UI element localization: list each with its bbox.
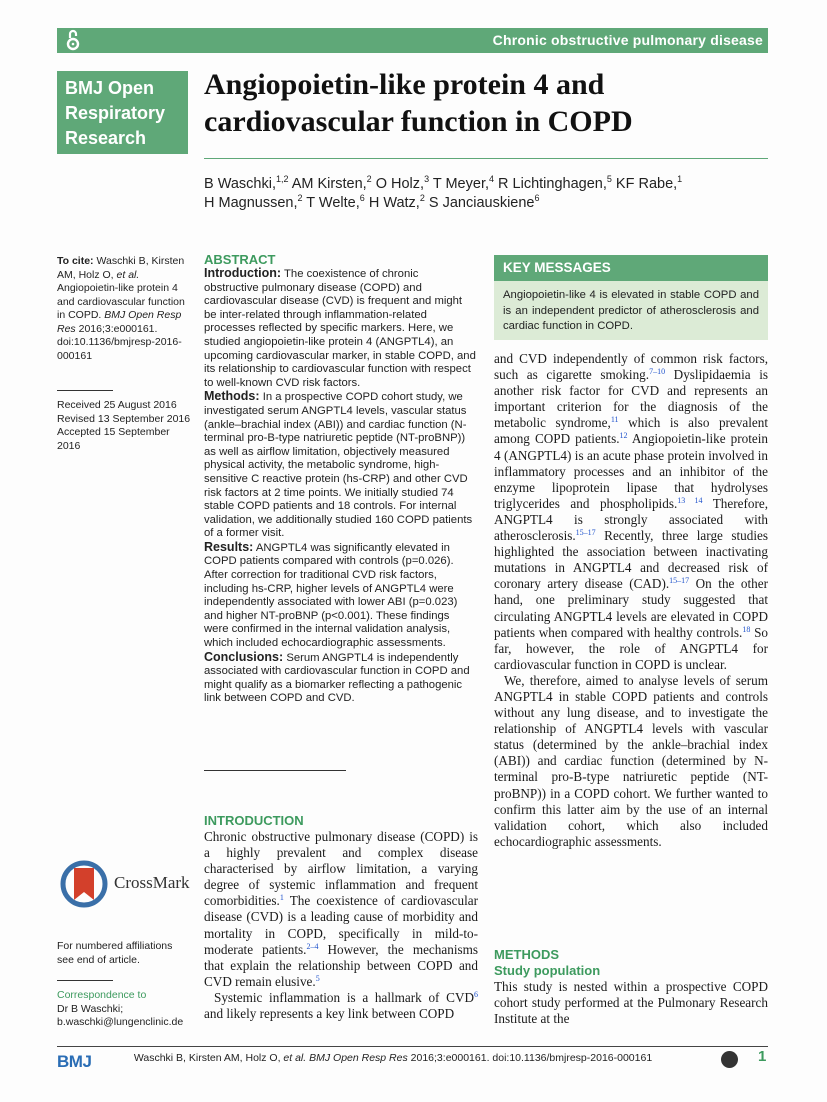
affiliation-ref: 6	[359, 193, 365, 203]
text: et al.	[283, 1052, 307, 1064]
divider	[57, 980, 113, 981]
key-messages-text: Angiopoietin-like 4 is elevated in stable COPD and is an independent predictor of atherosclerosis and cardiac function in COPD.	[503, 289, 759, 332]
brand-line: Respiratory	[65, 103, 166, 123]
abstract-results	[204, 541, 476, 651]
author-name[interactable]: AM Kirsten,	[291, 176, 367, 192]
abstract	[204, 252, 476, 706]
text: In a prospective COPD cohort study, we investigated serum ANGPTL4 levels, vascular status (ankle–brachial index (ABI)) and cardiac function (N-terminal pro-B-type natriuretic peptide (NT-proBNP)) as well as airflow limitation, objectively measured physical activity, the metabolic syndrome, high-sensitive C reactive protein (hs-CRP) and other CVD risk factors at 2 time points. We initially studied 74 stable COPD patients and 18 controls. For internal validation, we additionally studied 160 COPD patients of a former visit.	[204, 391, 473, 540]
correspondence-label: Correspondence to	[57, 989, 147, 1001]
cite-text: Waschki B, Kirsten AM, Holz O,	[57, 255, 185, 281]
abstract-conclusions	[204, 651, 476, 706]
crossmark-icon	[60, 860, 108, 908]
text: Chronic obstructive pulmonary disease (COPD) is a highly prevalent and complex disease characterised by airflow limitation, a varying degree of systemic inflammation and frequent comorbidities.	[204, 829, 478, 909]
divider	[57, 390, 113, 391]
reference-link[interactable]: 15–17	[669, 576, 690, 586]
reference-link[interactable]: 1	[279, 893, 284, 903]
affiliation-ref: 1	[677, 174, 683, 184]
affiliation-ref: 2	[297, 193, 303, 203]
label: Conclusions:	[204, 649, 284, 664]
affiliations-text: For numbered affiliations see end of article.	[57, 940, 173, 966]
abstract-divider	[204, 770, 346, 771]
paragraph	[204, 829, 478, 990]
abstract-methods	[204, 390, 476, 541]
paragraph	[204, 990, 478, 1022]
affiliation-ref: 2	[366, 174, 372, 184]
author-name[interactable]: B Waschki,	[204, 176, 276, 192]
text: Waschki B, Kirsten AM, Holz O,	[133, 1052, 281, 1064]
footer-citation	[123, 1052, 663, 1064]
label: Introduction:	[204, 266, 282, 280]
methods-section	[494, 947, 768, 1027]
brand-line: Research	[65, 128, 147, 148]
title-line: cardiovascular function in COPD	[204, 105, 633, 138]
text: However, the mechanisms that explain the relationship between COPD and CVD remain elusive.	[204, 941, 479, 989]
reference-link[interactable]: 7–10	[649, 367, 666, 377]
methods-heading: METHODS	[494, 947, 559, 962]
text: which is also prevalent among COPD patients.	[494, 415, 768, 447]
open-access-lock-icon	[65, 29, 81, 52]
cite-doi[interactable]: 2016;3:e000161. doi:10.1136/bmjresp-2016-000161	[57, 322, 182, 362]
section-banner	[57, 28, 768, 53]
article-title	[204, 66, 774, 140]
text: ANGPTL4 was significantly elevated in COPD patients compared with controls (p=0.026). After correction for traditional CVD risk factors, including hs-CRP, higher levels of ANGPTL4 were independently associated with lower ABI (p=0.023) and higher NT-proBNP (p<0.001). These findings were confirmed in the internal validation analysis, which included echocardiographic assessments.	[204, 541, 458, 650]
introduction-heading: INTRODUCTION	[204, 813, 304, 828]
accepted-date: Accepted 15 September 2016	[57, 426, 170, 452]
text: Serum ANGPTL4 is independently associated with cardiovascular function in COPD and might qualify as a biomarker reflecting a pathogenic link between COPD and CVD.	[204, 651, 470, 705]
affiliation-ref: 1,2	[275, 174, 289, 184]
correspondence-email[interactable]: b.waschki@lungenclinic.de	[57, 1016, 184, 1028]
abstract-heading: ABSTRACT	[204, 252, 276, 267]
cite-label: To cite:	[57, 255, 94, 267]
reference-link[interactable]: 11	[610, 415, 619, 425]
affiliation-ref: 4	[489, 174, 495, 184]
affiliation-ref: 3	[424, 174, 430, 184]
paragraph: This study is nested within a prospective COPD cohort study performed at the Pulmonary Research Institute at the	[494, 979, 768, 1027]
text: So far, however, the role of ANGPTL4 for cardiovascular function in COPD is unclear.	[494, 624, 768, 672]
author-name[interactable]: H Watz,	[368, 195, 420, 211]
dates-block	[57, 390, 192, 453]
label: Methods:	[204, 389, 260, 404]
author-name[interactable]: T Meyer,	[432, 176, 489, 192]
reference-link[interactable]: 2–4	[306, 941, 319, 951]
key-messages-heading: KEY MESSAGES	[494, 255, 768, 281]
introduction-column-2	[494, 351, 768, 850]
author-name[interactable]: T Welte,	[306, 195, 360, 211]
title-divider	[204, 158, 768, 159]
reference-link[interactable]: 6	[474, 989, 478, 999]
text: Dyslipidaemia is another risk factor for CVD and represents an important criterion for the diagnosis of the metabolic syndrome,	[494, 367, 768, 431]
correspondence-block	[57, 980, 192, 1030]
reference-link[interactable]: 5	[315, 973, 320, 983]
text: Therefore, ANGPTL4 is strongly associated with atherosclerosis.	[494, 495, 768, 544]
brand-line: BMJ Open	[65, 78, 155, 98]
bmj-logo: BMJ	[57, 1052, 92, 1071]
section-label: Chronic obstructive pulmonary disease	[492, 32, 763, 48]
affiliation-ref: 5	[606, 174, 612, 184]
reference-link[interactable]: 15–17	[575, 528, 596, 538]
citation-block	[57, 255, 192, 363]
key-messages-box	[494, 255, 768, 340]
author-name[interactable]: O Holz,	[375, 176, 425, 192]
text: 2016;3:e000161. doi:10.1136/bmjresp-2016-000161	[410, 1052, 653, 1064]
title-line: Angiopoietin-like protein 4 and	[204, 68, 605, 101]
text: On the other hand, one preliminary study suggested that circulating ANGPTL4 levels are elevated in COPD patients when compared with healthy controls.	[494, 576, 768, 640]
footer-divider	[57, 1046, 768, 1047]
text: and CVD independently of common risk factors, such as cigarette smoking.	[494, 351, 768, 383]
text: Recently, three large studies highlighted the association between inactivating mutations in ANGPTL4 and decreased risk of coronary artery disease (CAD).	[494, 528, 768, 592]
author-list	[204, 175, 784, 213]
affiliation-ref: 6	[534, 193, 540, 203]
introduction-column-1	[204, 813, 478, 1022]
crossmark-button[interactable]	[60, 860, 200, 910]
author-name[interactable]: H Magnussen,	[204, 195, 298, 211]
correspondence-name: Dr B Waschki;	[57, 1002, 124, 1015]
abstract-introduction	[204, 267, 476, 390]
paragraph	[494, 351, 768, 673]
affiliation-ref: 2	[419, 193, 425, 203]
text: and likely represents a key link between COPD	[204, 1006, 455, 1022]
received-date: Received 25 August 2016	[57, 399, 177, 411]
reference-link[interactable]: 12	[619, 431, 628, 441]
revised-date: Revised 13 September 2016	[57, 412, 191, 425]
reference-link[interactable]: 18	[742, 624, 751, 634]
page-number: 1	[758, 1048, 767, 1065]
affiliations-note	[57, 940, 192, 967]
cite-text: Angiopoietin-like protein 4 and cardiovascular function in COPD.	[57, 282, 185, 321]
text: The coexistence of chronic obstructive pulmonary disease (COPD) and cardiovascular disease (CVD) is frequent and might be inter-related through inflammation-related processes reflected by specific markers. Here, we studied angiopoietin-like protein 4 (ANGPTL4), an upcoming cardiovascular marker, in stable COPD, and its relationship to cardiovascular function with respect to well-known CVD risk factors.	[204, 268, 476, 389]
author-name[interactable]: S Janciauskiene	[428, 195, 535, 211]
text: Systemic inflammation is a hallmark of CVD	[214, 989, 474, 1005]
reference-link[interactable]: 13 14	[677, 495, 703, 505]
text: Angiopoietin-like protein 4 (ANGPTL4) is an acute phase protein involved in inflammatory processes and an inhibitor of the enzyme lipoprotein lipase that hydrolyses triglycerides and phospholipids.	[494, 431, 768, 511]
crossmark-label: CrossMark	[114, 873, 190, 892]
label: Results:	[204, 539, 254, 554]
author-name[interactable]: R Lichtinghagen,	[498, 176, 607, 192]
cite-journal: BMJ Open Resp Res	[57, 309, 182, 335]
journal-brand-logo	[57, 71, 188, 154]
author-name[interactable]: KF Rabe,	[615, 176, 678, 192]
society-seal-icon	[721, 1051, 738, 1068]
text: BMJ Open Resp Res	[309, 1052, 408, 1064]
cite-etal: et al.	[116, 268, 140, 281]
methods-subheading: Study population	[494, 963, 601, 978]
paragraph: We, therefore, aimed to analyse levels of serum ANGPTL4 in stable COPD patients and controls without any lung disease, and to investigate the relationship of ANGPTL4 levels with vascular status (determined by the ankle–brachial index (ABI)) and cardiac function (determined by N-terminal pro-B-type natriuretic peptide (NT-proBNP)) in a COPD cohort. We further wanted to confirm this latter aim by the use of an internal validation cohort, which also included echocardiographic assessments.	[494, 672, 768, 849]
text: The coexistence of cardiovascular disease (CVD) is a leading cause of morbidity and mortality in COPD, specifically in mild-to-moderate patients.	[204, 893, 478, 957]
